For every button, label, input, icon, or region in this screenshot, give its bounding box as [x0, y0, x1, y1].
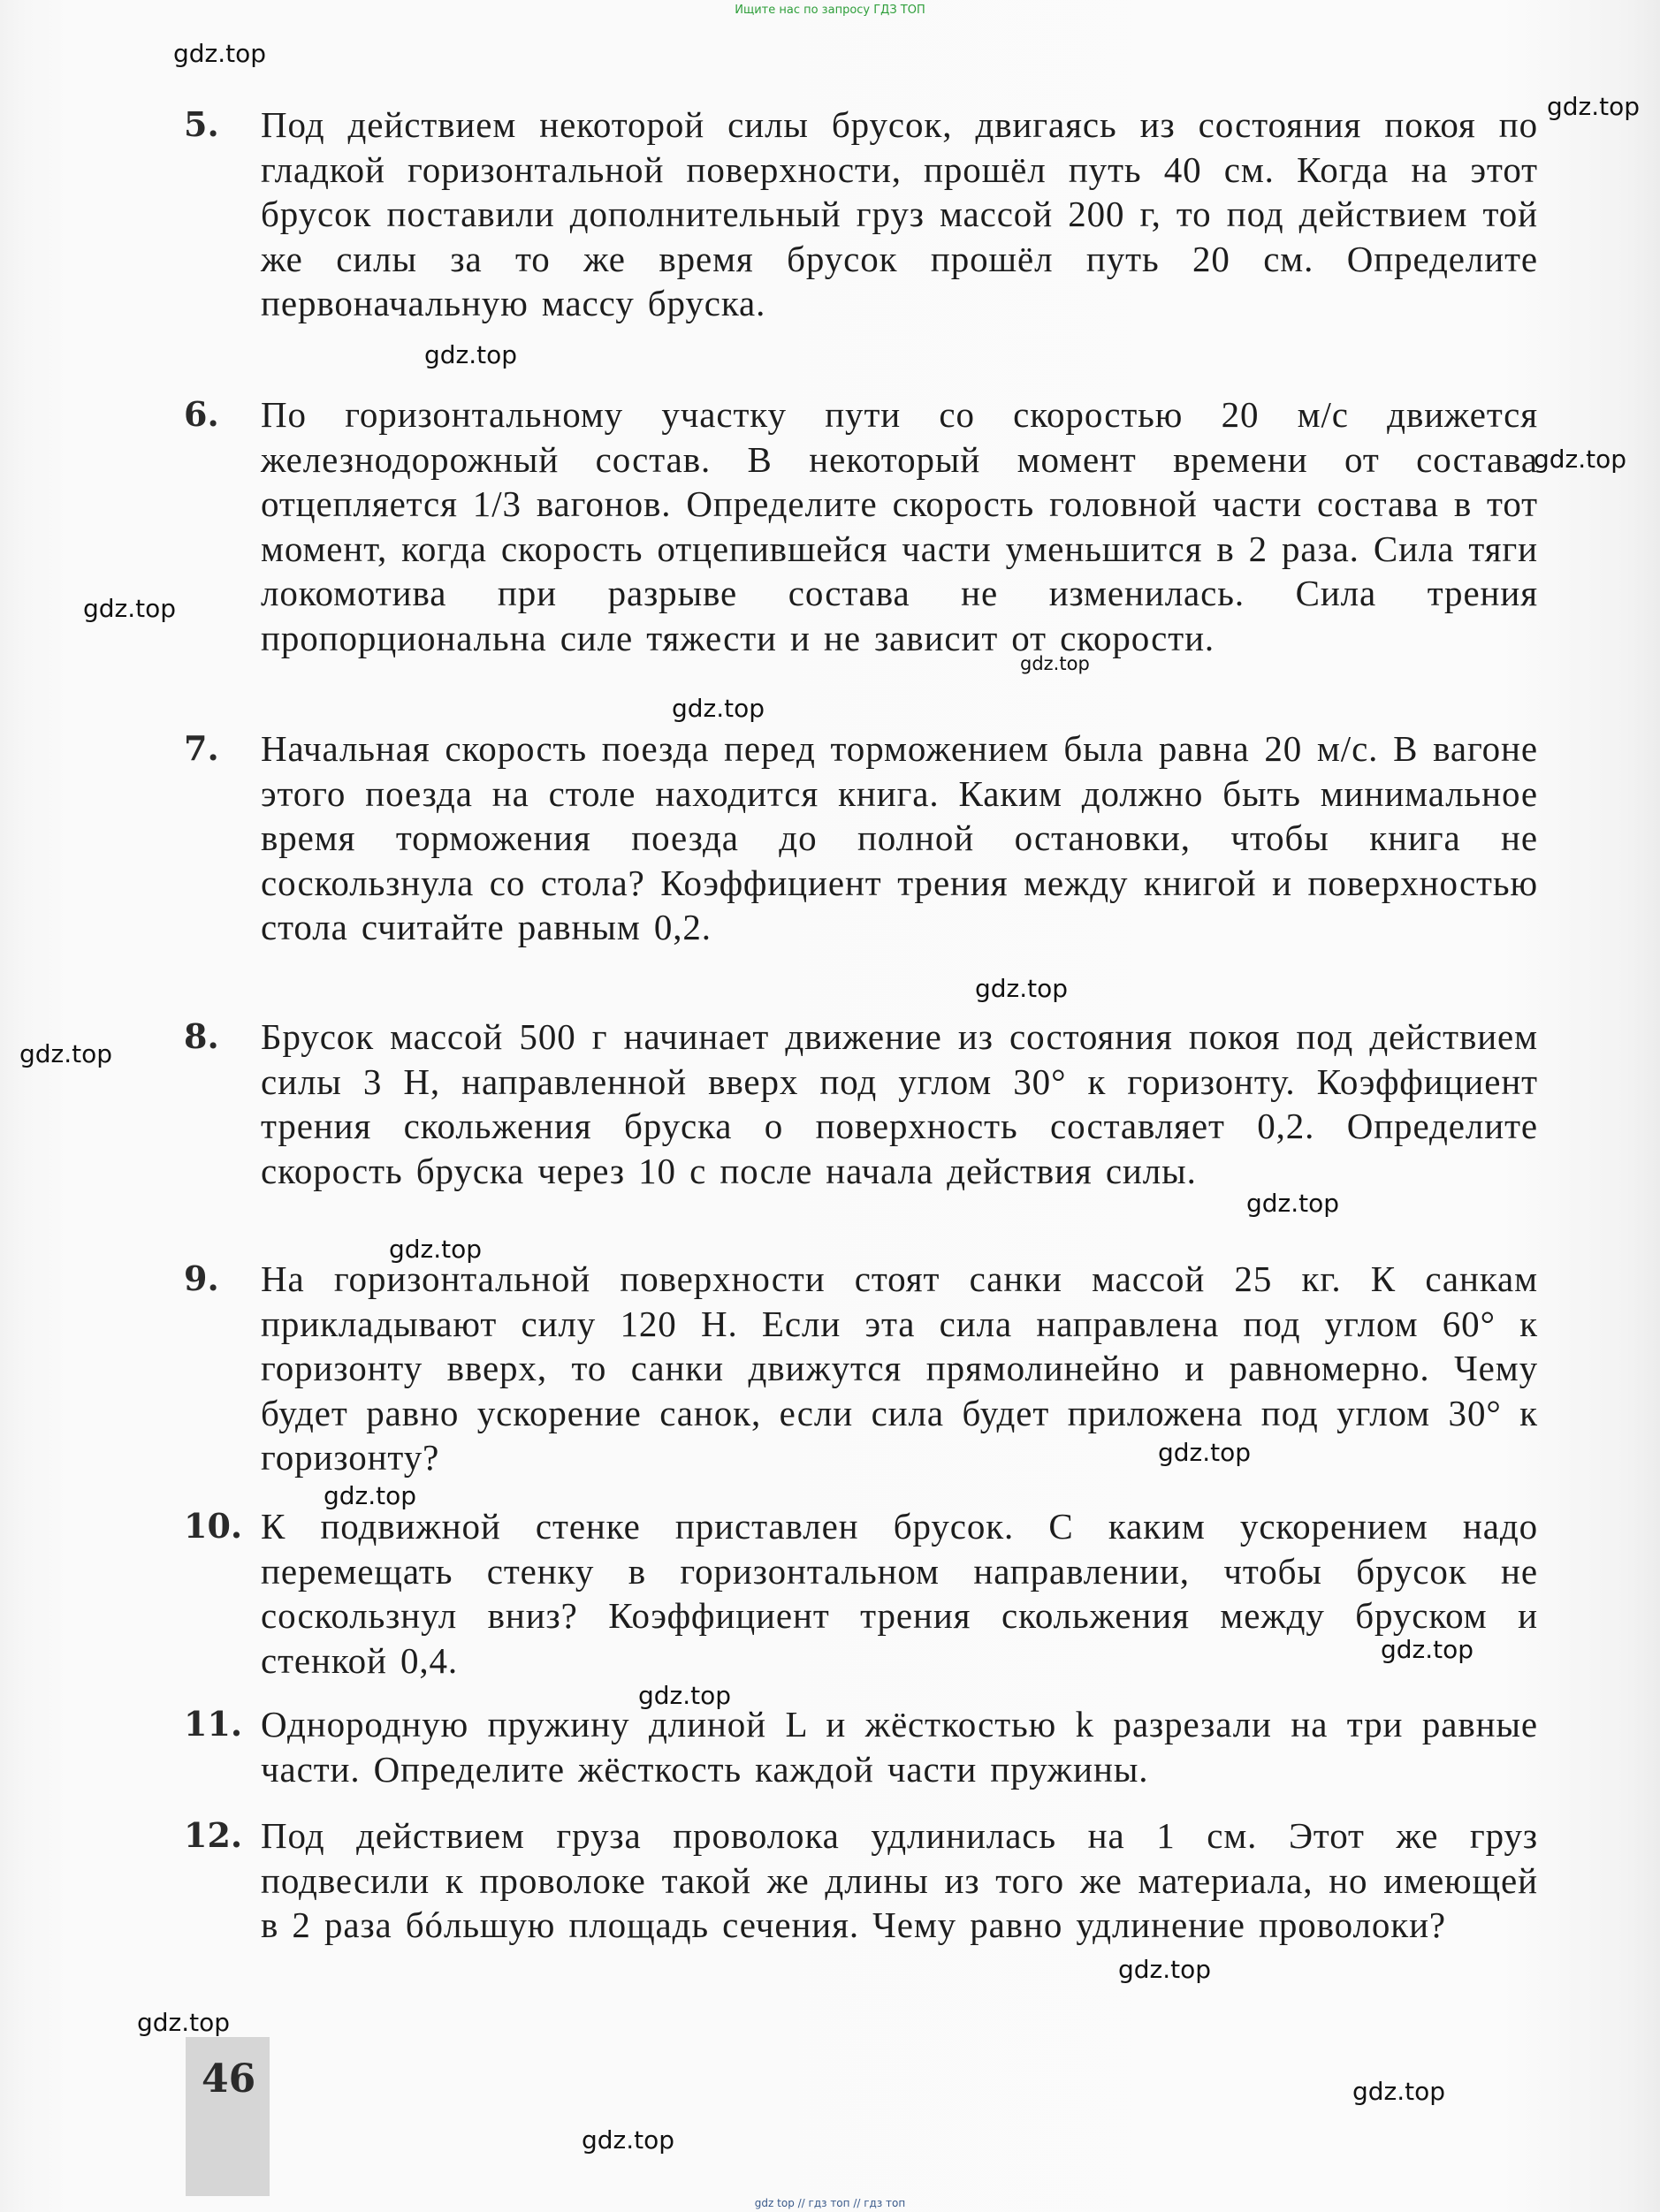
problem-number: 10. — [184, 1506, 243, 1546]
problem-number: 8. — [184, 1016, 219, 1056]
watermark: gdz.top — [1534, 445, 1627, 474]
problem-text: Брусок массой 500 г начинает движение из состояния покоя под действием силы 3 Н, направленной вверх под углом 30° к горизонту. Коэффициент трения скольжения бруска о поверхность составляет 0,2. Определите скорость бруска через 10 с после начала действия силы. — [261, 1016, 1538, 1191]
watermark: gdz.top — [1246, 1189, 1340, 1218]
watermark: gdz.top — [1118, 1955, 1212, 1984]
problem-text: К подвижной стенке приставлен брусок. С каким ускорением надо перемещать стенку в горизонтальном направлении, чтобы брусок не соскользнул вниз? Коэффициент трения скольжения между бруском и стенкой 0,4. — [261, 1506, 1538, 1681]
watermark: gdz.top — [173, 39, 267, 68]
problem-number: 9. — [184, 1258, 219, 1298]
watermark: gdz.top — [672, 694, 765, 723]
watermark: gdz.top — [324, 1481, 417, 1510]
page-number: 46 — [202, 2056, 256, 2102]
problem-text: Под действием груза проволока удлинилась на 1 см. Этот же груз подвесили к проволоке такой же длины из того же материала, но имеющей в 2 раза бóльшую площадь сечения. Чему равно удлинение проволоки? — [261, 1815, 1538, 1946]
watermark: gdz.top — [638, 1681, 732, 1710]
watermark: gdz.top — [582, 2125, 675, 2155]
watermark: gdz.top — [1352, 2077, 1446, 2106]
watermark: gdz.top — [83, 594, 177, 623]
problem-number: 6. — [184, 394, 219, 434]
problem-number: 12. — [184, 1815, 243, 1855]
watermark: gdz.top — [1020, 653, 1090, 674]
problem-text: По горизонтальному участку пути со скоростью 20 м/с движется железнодорожный состав. В некоторый момент времени от состава отцепляется 1/3 вагонов. Определите скорость головной части состава в тот момент, когда скорость отцепившейся части уменьшится в 2 раза. Сила тяги локомотива при разрыве состава не изменилась. Сила трения пропорциональна силе тяжести и не зависит от скорости. — [261, 394, 1538, 658]
problem-text: На горизонтальной поверхности стоят санки массой 25 кг. К санкам прикладывают силу 120 Н. Если эта сила направлена под углом 60° к горизонту вверх, то санки движутся прямолинейно и равномерно. Чему будет равно ускорение санок, если сила будет приложена под углом 30° к горизонту? — [261, 1258, 1538, 1478]
problem-number: 5. — [184, 104, 219, 144]
watermark: gdz.top — [975, 974, 1069, 1003]
problem-number: 7. — [184, 728, 219, 768]
watermark: gdz.top — [1381, 1635, 1474, 1664]
watermark: gdz.top — [1158, 1438, 1252, 1467]
watermark: gdz.top — [389, 1235, 483, 1264]
problem-text: Под действием некоторой силы брусок, двигаясь из состояния покоя по гладкой горизонтальной поверхности, прошёл путь 40 см. Когда на этот брусок поставили дополнительный груз массой 200 г, то под действием той же силы за то же время брусок прошёл путь 20 см. Определите первоначальную массу бруска. — [261, 104, 1538, 324]
bottom-links-banner[interactable]: gdz top // гдз топ // гдз топ — [754, 2197, 906, 2209]
watermark: gdz.top — [19, 1039, 113, 1068]
watermark: gdz.top — [137, 2008, 231, 2037]
watermark: gdz.top — [424, 340, 518, 369]
watermark: gdz.top — [1547, 92, 1641, 121]
problem-number: 11. — [184, 1704, 243, 1744]
problem-text: Однородную пружину длиной L и жёсткостью k разрезали на три равные части. Определите жёсткость каждой части пружины. — [261, 1704, 1538, 1790]
problem-text: Начальная скорость поезда перед торможением была равна 20 м/с. В вагоне этого поезда на столе находится книга. Каким должно быть минимальное время торможения поезда до полной остановки, чтобы книга не соскользнула со стола? Коэффициент трения между книгой и поверхностью стола считайте равным 0,2. — [261, 728, 1538, 948]
top-search-banner[interactable]: Ищите нас по запросу ГДЗ ТОП — [735, 4, 925, 17]
